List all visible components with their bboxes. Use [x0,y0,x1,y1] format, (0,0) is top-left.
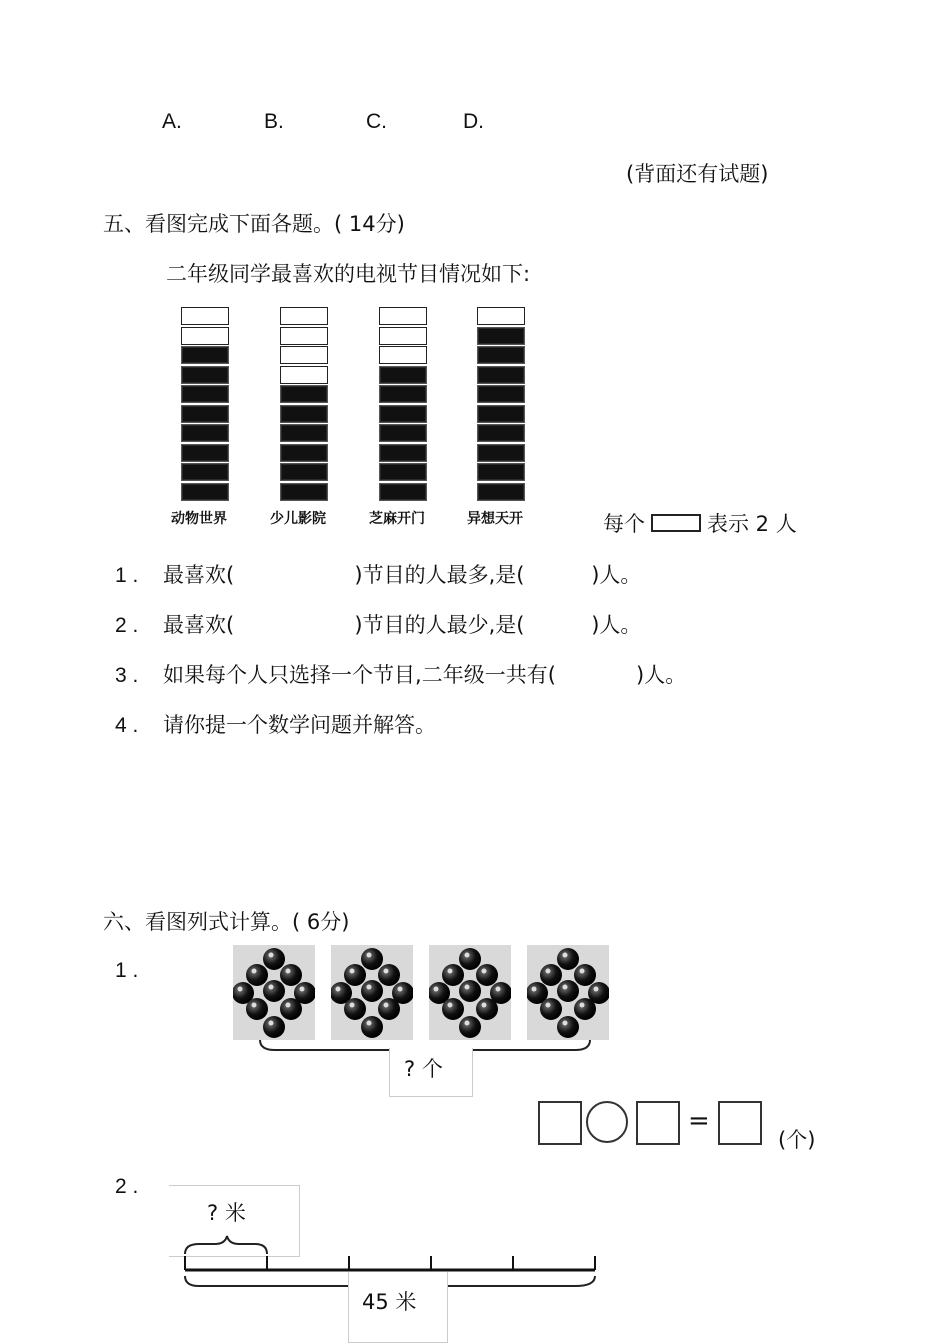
bar-3-cell [379,366,427,384]
bar-2-cell [280,307,328,325]
bar-4-cell [477,307,525,325]
legend-suffix: 表示 2 人 [707,512,797,536]
question-3 [115,659,686,689]
bar-3-cell [379,463,427,481]
option-a: A. [162,110,182,133]
question-3-number: 3 . [115,664,139,687]
bar-2-cell [280,385,328,403]
bar-1-cell [181,385,229,403]
bar-1-cell [181,405,229,423]
bar-3-cell [379,385,427,403]
bar-1-cell [181,424,229,442]
question-1-number: 1 . [115,564,139,587]
chart-intro: 二年级同学最喜欢的电视节目情况如下: [166,262,531,286]
ball-group-image [331,945,413,1040]
bar-2-cell [280,346,328,364]
bar-3-cell [379,307,427,325]
ball-group-image [527,945,609,1040]
option-d: D. [463,110,484,133]
section6-heading: 六、看图列式计算。( 6分) [103,910,350,934]
bar-1-cell [181,307,229,325]
bar-3-cell [379,346,427,364]
part-label: ? 米 [207,1201,246,1225]
equals-sign: = [688,1106,710,1136]
bar-label-4: 异想天开 [467,511,523,527]
bar-label-1: 动物世界 [171,511,227,527]
bar-1-cell [181,463,229,481]
question-4-number: 4 . [115,714,139,737]
answer-box-result[interactable] [718,1101,762,1145]
option-c: C. [366,110,387,133]
chart-legend [603,508,797,538]
bar-label-3: 芝麻开门 [369,511,425,527]
bar-2-cell [280,327,328,345]
total-label: 45 米 [362,1290,417,1314]
bar-4-cell [477,385,525,403]
bar-4-cell [477,405,525,423]
legend-prefix: 每个 [603,512,645,536]
bar-3-cell [379,405,427,423]
question-2-number: 2 . [115,614,139,637]
question-2-text: 最喜欢( )节目的人最少,是( )人。 [163,613,642,637]
answer-box-1[interactable] [538,1101,582,1145]
ball-group-image [233,945,315,1040]
bar-1-cell [181,327,229,345]
bar-3-cell [379,424,427,442]
section5-heading: 五、看图完成下面各题。( 14分) [103,212,405,236]
question-4 [115,709,436,739]
bar-3-cell [379,327,427,345]
answer-box-2[interactable] [636,1101,680,1145]
question-3-text: 如果每个人只选择一个节目,二年级一共有( )人。 [163,663,687,687]
brace-label: ? 个 [404,1057,443,1081]
bar-3-cell [379,444,427,462]
operator-circle[interactable] [586,1101,628,1143]
section6-q2-number: 2 . [115,1175,139,1198]
question-1 [115,559,641,589]
bar-4-cell [477,463,525,481]
bar-1-cell [181,346,229,364]
bar-4-cell [477,424,525,442]
bar-2-cell [280,483,328,501]
bar-2-cell [280,424,328,442]
bar-1-cell [181,444,229,462]
unit-label: (个) [778,1128,816,1152]
bar-2-cell [280,444,328,462]
bar-4-cell [477,444,525,462]
bar-2-cell [280,366,328,384]
option-b: B. [264,110,284,133]
bar-4-cell [477,366,525,384]
bar-3-cell [379,483,427,501]
bar-4-cell [477,327,525,345]
section6-q1-number: 1 . [115,959,139,982]
question-4-text: 请你提一个数学问题并解答。 [163,713,437,737]
block-bar-chart [160,300,580,535]
back-note: (背面还有试题) [626,162,769,186]
bar-1-cell [181,366,229,384]
bar-2-cell [280,405,328,423]
question-2 [115,609,641,639]
bar-1-cell [181,483,229,501]
bar-2-cell [280,463,328,481]
legend-cell-icon [651,514,701,532]
bar-label-2: 少儿影院 [270,511,326,527]
question-1-text: 最喜欢( )节目的人最多,是( )人。 [163,563,642,587]
bar-4-cell [477,346,525,364]
bar-4-cell [477,483,525,501]
ball-group-image [429,945,511,1040]
